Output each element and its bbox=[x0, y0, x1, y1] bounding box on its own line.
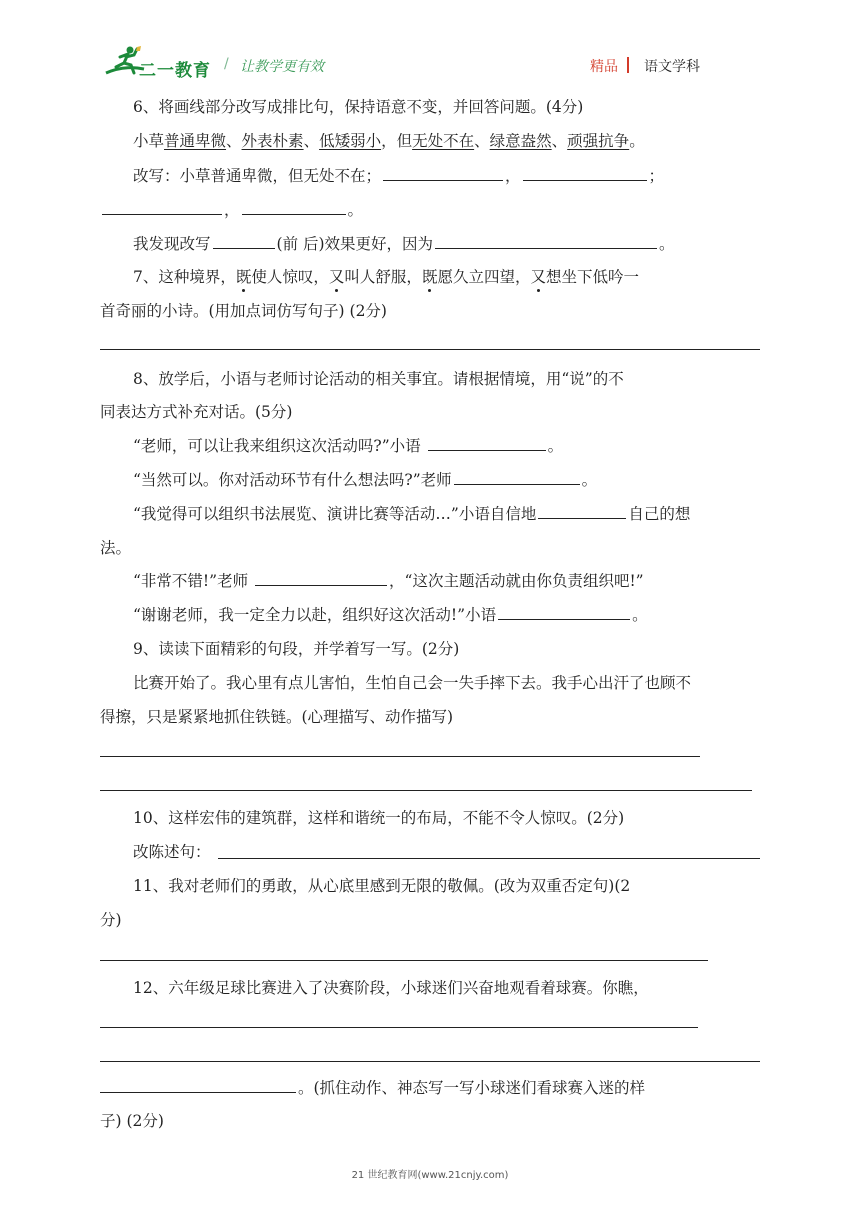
q6-comma: ， bbox=[505, 167, 521, 185]
q8-dialog-3 bbox=[133, 503, 690, 525]
tag-divider bbox=[627, 57, 629, 73]
tag-subject: 语文学科 bbox=[644, 59, 700, 75]
answer-blank[interactable] bbox=[213, 233, 275, 249]
q6-underlined-4: 无处不在 bbox=[412, 132, 475, 150]
q6-rewrite-label: 改写：小草普通卑微，但无处不在； bbox=[133, 167, 382, 185]
q7-dotted-word: 既 bbox=[235, 268, 252, 286]
q6-s-mid: ，但 bbox=[381, 132, 413, 150]
q6-underlined-3: 低矮弱小 bbox=[319, 132, 382, 150]
answer-blank[interactable] bbox=[100, 1077, 296, 1093]
q12-line-end bbox=[100, 1077, 645, 1099]
q6-s-sep: 、 bbox=[551, 132, 568, 150]
logo-text: 二一教育 bbox=[139, 61, 211, 81]
answer-line[interactable] bbox=[100, 960, 708, 961]
q7-line2: 首奇丽的小诗。(用加点词仿写句子) (2分) bbox=[100, 302, 387, 320]
dialog-text: ，“这次主题活动就由你负责组织吧!” bbox=[389, 572, 644, 590]
q6-s-sep: 、 bbox=[474, 132, 490, 150]
q8-dialog-5 bbox=[133, 604, 648, 626]
q6-s-sep: 、 bbox=[303, 132, 320, 150]
q7-text: 愿久立四望， bbox=[437, 268, 531, 286]
dialog-text: “当然可以。你对活动环节有什么想法吗?”老师 bbox=[133, 471, 452, 489]
answer-line[interactable] bbox=[100, 349, 760, 350]
dialog-end: 自己的想 bbox=[628, 505, 691, 523]
answer-line[interactable] bbox=[100, 1061, 760, 1062]
q6-s-pre: 小草 bbox=[133, 132, 165, 150]
q9-passage-1: 比赛开始了。我心里有点儿害怕，生怕自己会一失手摔下去。我手心出汗了也顾不 bbox=[133, 674, 692, 692]
q12-line1: 12、六年级足球比赛进入了决赛阶段，小球迷们兴奋地观看着球赛。你瞧， bbox=[133, 979, 649, 997]
q7-dotted-word: 又 bbox=[530, 268, 546, 286]
q8-dialog-1 bbox=[133, 435, 563, 457]
answer-blank[interactable] bbox=[428, 435, 546, 451]
q6-underlined-6: 顽强抗争 bbox=[567, 132, 630, 150]
slogan-separator: / bbox=[224, 56, 229, 72]
q6-comma: ， bbox=[224, 201, 240, 219]
q11-line2: 分) bbox=[100, 911, 122, 929]
dialog-text: “老师，可以让我来组织这次活动吗?”小语 bbox=[133, 437, 421, 455]
q6-underlined-5: 绿意盎然 bbox=[489, 132, 552, 150]
q7-dotted-word: 既 bbox=[421, 268, 438, 286]
q8-dialog-4 bbox=[133, 570, 644, 592]
q7-text: 叫人舒服， bbox=[344, 268, 422, 286]
answer-blank[interactable] bbox=[498, 604, 630, 620]
q6-find bbox=[133, 233, 675, 255]
answer-blank[interactable] bbox=[383, 165, 503, 181]
q8-dialog-3-cont: 法。 bbox=[100, 539, 132, 557]
q7-text: 想坐下低吟一 bbox=[545, 268, 639, 286]
q6-rewrite bbox=[133, 165, 664, 187]
answer-blank[interactable] bbox=[255, 570, 387, 586]
q6-underlined-2: 外表朴素 bbox=[241, 132, 304, 150]
q10-title: 10、这样宏伟的建筑群，这样和谐统一的布局，不能不令人惊叹。(2分) bbox=[133, 809, 625, 827]
dialog-text: “我觉得可以组织书法展览、演讲比赛等活动…”小语自信地 bbox=[133, 505, 537, 523]
dialog-text: “谢谢老师，我一定全力以赴，组织好这次活动!”小语 bbox=[133, 606, 497, 624]
q8-dialog-2 bbox=[133, 469, 597, 491]
slogan: 让教学更有效 bbox=[240, 59, 324, 75]
answer-blank[interactable] bbox=[242, 199, 346, 215]
q6-semicolon: ； bbox=[648, 167, 665, 185]
answer-blank[interactable] bbox=[102, 199, 222, 215]
q6-find-mid: (前 后)效果更好，因为 bbox=[276, 235, 434, 253]
answer-blank[interactable] bbox=[523, 165, 647, 181]
q12-line-last: 子) (2分) bbox=[100, 1112, 164, 1130]
answer-blank[interactable] bbox=[538, 503, 626, 519]
tag-featured: 精品 bbox=[590, 59, 618, 75]
q8-line1: 8、放学后，小语与老师讨论活动的相关事宜。请根据情境，用“说”的不 bbox=[133, 370, 624, 388]
answer-line[interactable] bbox=[100, 790, 752, 791]
q6-s-sep: 、 bbox=[226, 132, 242, 150]
answer-line[interactable] bbox=[100, 1027, 698, 1028]
q6-s-end: 。 bbox=[629, 132, 645, 150]
page-footer: 21 世纪教育网(www.21cnjy.com) bbox=[351, 1170, 509, 1181]
q7-text: 7、这种境界， bbox=[133, 268, 236, 286]
q9-title: 9、读读下面精彩的句段，并学着写一写。(2分) bbox=[133, 640, 460, 658]
q6-rewrite-cont bbox=[100, 199, 363, 221]
q10-label: 改陈述句： bbox=[133, 843, 211, 861]
q7-dotted-word: 又 bbox=[328, 268, 345, 286]
q9-passage-2: 得擦，只是紧紧地抓住铁链。(心理描写、动作描写) bbox=[100, 708, 454, 726]
answer-blank[interactable] bbox=[435, 233, 657, 249]
q11-line1: 11、我对老师们的勇敢，从心底里感到无限的敬佩。(改为双重否定句)(2 bbox=[133, 877, 631, 895]
answer-blank[interactable] bbox=[454, 469, 580, 485]
q6-title: 6、将画线部分改写成排比句，保持语意不变，并回答问题。(4分) bbox=[133, 98, 584, 116]
q6-underlined-1: 普通卑微 bbox=[164, 132, 227, 150]
q6-find-pre: 我发现改写 bbox=[133, 235, 211, 253]
q7-line1 bbox=[133, 266, 639, 288]
page-header bbox=[0, 0, 860, 90]
q6-period: 。 bbox=[347, 201, 364, 219]
dialog-end: 。 bbox=[632, 606, 648, 624]
q7-text: 使人惊叹， bbox=[251, 268, 329, 286]
q6-sentence bbox=[133, 130, 645, 152]
dialog-end: 。 bbox=[547, 437, 564, 455]
dialog-end: 。 bbox=[581, 471, 598, 489]
q6-find-end: 。 bbox=[659, 235, 675, 253]
q12-instruction: 。(抓住动作、神态写一写小球迷们看球赛入迷的样 bbox=[298, 1079, 646, 1097]
q8-line2: 同表达方式补充对话。(5分) bbox=[100, 403, 293, 421]
dialog-text: “非常不错!”老师 bbox=[133, 572, 249, 590]
answer-line[interactable] bbox=[100, 756, 700, 757]
answer-line[interactable] bbox=[218, 858, 760, 859]
